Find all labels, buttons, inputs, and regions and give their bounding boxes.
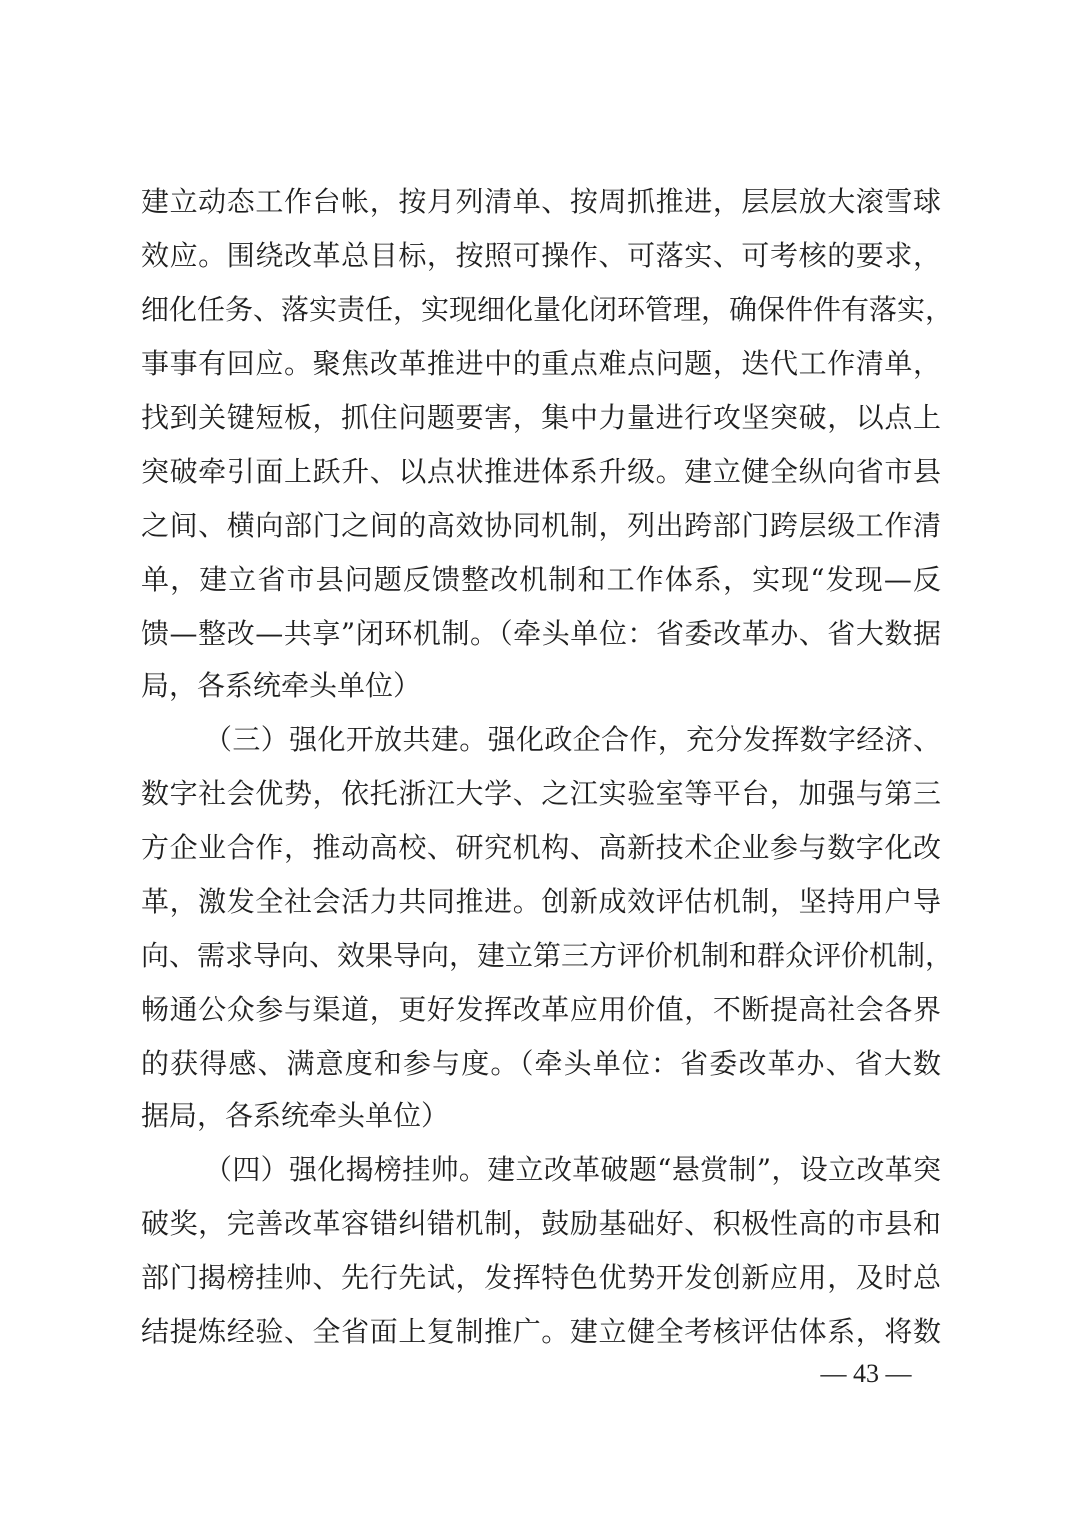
body-text-line: 效应。围绕改革总目标，按照可操作、可落实、可考核的要求， bbox=[141, 239, 941, 272]
body-text-line: 部门揭榜挂帅、先行先试，发挥特色优势开发创新应用，及时总 bbox=[141, 1261, 941, 1294]
body-text-line: 结提炼经验、全省面上复制推广。建立健全考核评估体系，将数 bbox=[141, 1315, 941, 1348]
section-heading-line: （四）强化揭榜挂帅。建立改革破题“悬赏制”，设立改革突 bbox=[204, 1153, 941, 1186]
body-text-line: 的获得感、满意度和参与度。（牵头单位：省委改革办、省大数 bbox=[141, 1047, 941, 1080]
body-text-line: 建立动态工作台帐，按月列清单、按周抓推进，层层放大滚雪球 bbox=[141, 185, 941, 218]
body-text-line: 找到关键短板，抓住问题要害，集中力量进行攻坚突破，以点上 bbox=[141, 401, 941, 434]
body-text-line: 向、需求导向、效果导向，建立第三方评价机制和群众评价机制， bbox=[141, 939, 954, 972]
body-text-line: 方企业合作，推动高校、研究机构、高新技术企业参与数字化改 bbox=[141, 831, 941, 864]
body-text-line: 细化任务、落实责任，实现细化量化闭环管理，确保件件有落实， bbox=[141, 293, 954, 326]
body-text-line: 馈—整改—共享”闭环机制。（牵头单位：省委改革办、省大数据 bbox=[141, 617, 941, 650]
body-text-line: 革，激发全社会活力共同推进。创新成效评估机制，坚持用户导 bbox=[141, 885, 941, 918]
section-heading-line: （三）强化开放共建。强化政企合作，充分发挥数字经济、 bbox=[204, 723, 941, 756]
body-text-line: 事事有回应。聚焦改革推进中的重点难点问题，迭代工作清单， bbox=[141, 347, 941, 380]
body-text-line: 畅通公众参与渠道，更好发挥改革应用价值，不断提高社会各界 bbox=[141, 993, 941, 1026]
body-text-line: 单，建立省市县问题反馈整改机制和工作体系，实现“发现—反 bbox=[141, 563, 941, 596]
body-text-line: 之间、横向部门之间的高效协同机制，列出跨部门跨层级工作清 bbox=[141, 509, 941, 542]
body-text-line: 局，各系统牵头单位） bbox=[141, 669, 422, 702]
page-number: — 43 — bbox=[820, 1359, 912, 1388]
body-text-line: 据局，各系统牵头单位） bbox=[141, 1099, 450, 1132]
body-text-line: 破奖，完善改革容错纠错机制，鼓励基础好、积极性高的市县和 bbox=[141, 1207, 941, 1240]
body-text-line: 突破牵引面上跃升、以点状推进体系升级。建立健全纵向省市县 bbox=[141, 455, 941, 488]
body-text-line: 数字社会优势，依托浙江大学、之江实验室等平台，加强与第三 bbox=[141, 777, 941, 810]
